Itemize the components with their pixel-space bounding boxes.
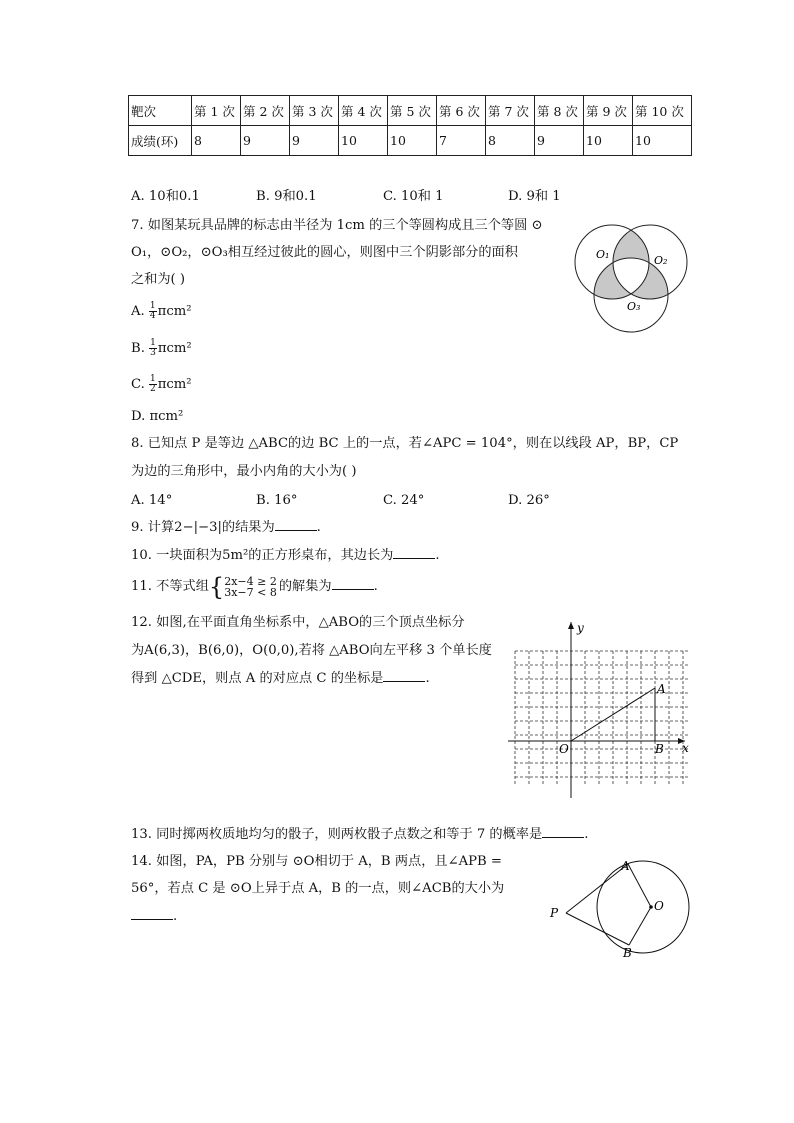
- table-cell: 第 5 次: [388, 96, 437, 126]
- answer-blank[interactable]: [131, 907, 173, 920]
- q12-line-2: 为A(6,3)，B(6,0)，O(0,0),若将 △ABO向左平移 3 个单长度: [131, 643, 492, 658]
- table-cell: 第 3 次: [290, 96, 339, 126]
- q6-option-a: A. 10和0.1: [131, 189, 200, 204]
- label-o3: O₃: [627, 300, 641, 313]
- table-row: [129, 126, 692, 156]
- label-o1: O₁: [596, 248, 610, 261]
- q7-option-d: D. πcm²: [131, 409, 184, 424]
- numerator: 1: [150, 338, 156, 348]
- label-y: y: [577, 621, 584, 635]
- label-b: B: [655, 742, 664, 756]
- score-table: [128, 95, 692, 156]
- table-cell: 10: [633, 126, 692, 156]
- denominator: 3: [150, 348, 156, 358]
- q8-option-b: B. 16°: [256, 493, 298, 508]
- table-cell: 第 2 次: [241, 96, 290, 126]
- option-label: A.: [131, 304, 145, 319]
- radius-ob: [629, 907, 651, 945]
- label-x: x: [682, 741, 689, 755]
- label-o2: O₂: [654, 254, 668, 267]
- brace: {: [208, 572, 225, 601]
- option-label: C.: [131, 377, 145, 392]
- question-end: .: [316, 520, 321, 535]
- q8-line-1: 8. 已知点 P 是等边 △ABC的边 BC 上的一点，若∠APC = 104°，则在以线段 AP，BP，CP: [131, 436, 679, 451]
- tangent-circle-figure: [545, 855, 695, 965]
- option-tail: πcm²: [157, 341, 192, 356]
- table-cell: 8: [192, 126, 241, 156]
- q12-line-3: [131, 669, 430, 688]
- table-cell: 10: [584, 126, 633, 156]
- label-a: A: [657, 682, 666, 696]
- q8-line-2: 为边的三角形中，最小内角的大小为( ): [131, 464, 357, 479]
- answer-blank[interactable]: [383, 669, 425, 682]
- q10-line: [131, 546, 440, 565]
- numerator: 1: [150, 374, 156, 384]
- question-text: 9. 计算2−|−3|的结果为: [131, 520, 275, 535]
- table-cell: 第 10 次: [633, 96, 692, 126]
- table-cell: 第 7 次: [486, 96, 535, 126]
- table-cell: 9: [290, 126, 339, 156]
- question-text: 的解集为: [278, 579, 332, 594]
- q13-line: [131, 825, 588, 844]
- q7-line-1: 7. 如图某玩具品牌的标志由半径为 1cm 的三个等圆构成且三个等圆 ⊙: [131, 218, 543, 233]
- table-cell: 10: [388, 126, 437, 156]
- q9-line: [131, 518, 321, 537]
- inequality-system: [224, 576, 277, 598]
- table-cell: 第 1 次: [192, 96, 241, 126]
- table-row: [129, 96, 692, 126]
- fraction: [149, 375, 157, 394]
- q14-line-1: 14. 如图，PA，PB 分别与 ⊙O相切于 A，B 两点，且∠APB =: [131, 854, 502, 869]
- q11-line: [131, 572, 378, 602]
- inequality-1: 2x−4 ≥ 2: [224, 574, 277, 588]
- table-cell: 9: [535, 126, 584, 156]
- table-cell: 第 6 次: [437, 96, 486, 126]
- fraction: [149, 302, 157, 321]
- y-axis-arrow-icon: [568, 622, 574, 629]
- q6-option-c: C. 10和 1: [383, 189, 444, 204]
- q7-option-b: [131, 339, 192, 358]
- q8-option-d: D. 26°: [508, 493, 550, 508]
- q6-option-b: B. 9和0.1: [256, 189, 317, 204]
- table-cell: 第 4 次: [339, 96, 388, 126]
- q7-line-3: 之和为( ): [131, 272, 186, 287]
- tangent-pb: [566, 913, 629, 945]
- q14-line-3: [131, 907, 177, 926]
- numerator: 1: [149, 301, 156, 311]
- circle-o: [597, 861, 689, 953]
- option-tail: πcm²: [157, 304, 192, 319]
- label-o: O: [559, 742, 569, 756]
- table-cell: 靶次: [129, 96, 192, 126]
- table-cell: 第 8 次: [535, 96, 584, 126]
- inequality-2: 3x−7 < 8: [224, 585, 277, 599]
- q8-option-c: C. 24°: [383, 493, 425, 508]
- grid-lines: [515, 651, 690, 786]
- three-circles-figure: [570, 218, 700, 336]
- q7-option-a: [131, 302, 192, 321]
- question-end: .: [373, 579, 378, 594]
- radius-oa: [628, 864, 651, 907]
- answer-blank[interactable]: [542, 825, 584, 838]
- question-end: .: [425, 671, 430, 686]
- q6-option-d: D. 9和 1: [508, 189, 561, 204]
- question-end: .: [584, 827, 589, 842]
- table-cell: 8: [486, 126, 535, 156]
- q8-option-a: A. 14°: [131, 493, 173, 508]
- option-tail: πcm²: [157, 377, 192, 392]
- table-cell: 10: [339, 126, 388, 156]
- coordinate-grid-figure: [505, 618, 700, 800]
- center-dot: [649, 905, 653, 909]
- table-cell: 成绩(环): [129, 126, 192, 156]
- q7-line-2: O₁，⊙O₂，⊙O₃相互经过彼此的圆心，则图中三个阴影部分的面积: [131, 245, 518, 260]
- label-p: P: [550, 906, 559, 920]
- q12-line-1: 12. 如图,在平面直角坐标系中，△ABO的三个顶点坐标分: [131, 615, 465, 630]
- q14-line-2: 56°，若点 C 是 ⊙O上异于点 A，B 的一点，则∠ACB的大小为: [131, 881, 505, 896]
- table-cell: 7: [437, 126, 486, 156]
- question-end: .: [173, 909, 178, 924]
- question-text: 13. 同时掷两枚质地均匀的骰子，则两枚骰子点数之和等于 7 的概率是: [131, 827, 543, 842]
- answer-blank[interactable]: [275, 518, 317, 531]
- denominator: 4: [149, 311, 156, 321]
- question-text: 得到 △CDE，则点 A 的对应点 C 的坐标是: [131, 671, 384, 686]
- denominator: 2: [150, 384, 156, 394]
- question-end: .: [435, 548, 440, 563]
- label-o: O: [654, 899, 664, 913]
- answer-blank[interactable]: [332, 577, 374, 590]
- answer-blank[interactable]: [393, 546, 435, 559]
- question-text: 10. 一块面积为5m²的正方形桌布，其边长为: [131, 548, 394, 563]
- table-cell: 9: [241, 126, 290, 156]
- option-label: B.: [131, 341, 145, 356]
- table-cell: 第 9 次: [584, 96, 633, 126]
- label-a: A: [621, 859, 630, 873]
- question-text: 11. 不等式组: [131, 579, 209, 594]
- fraction: [149, 339, 157, 358]
- q7-option-c: [131, 375, 192, 394]
- label-b: B: [623, 946, 632, 960]
